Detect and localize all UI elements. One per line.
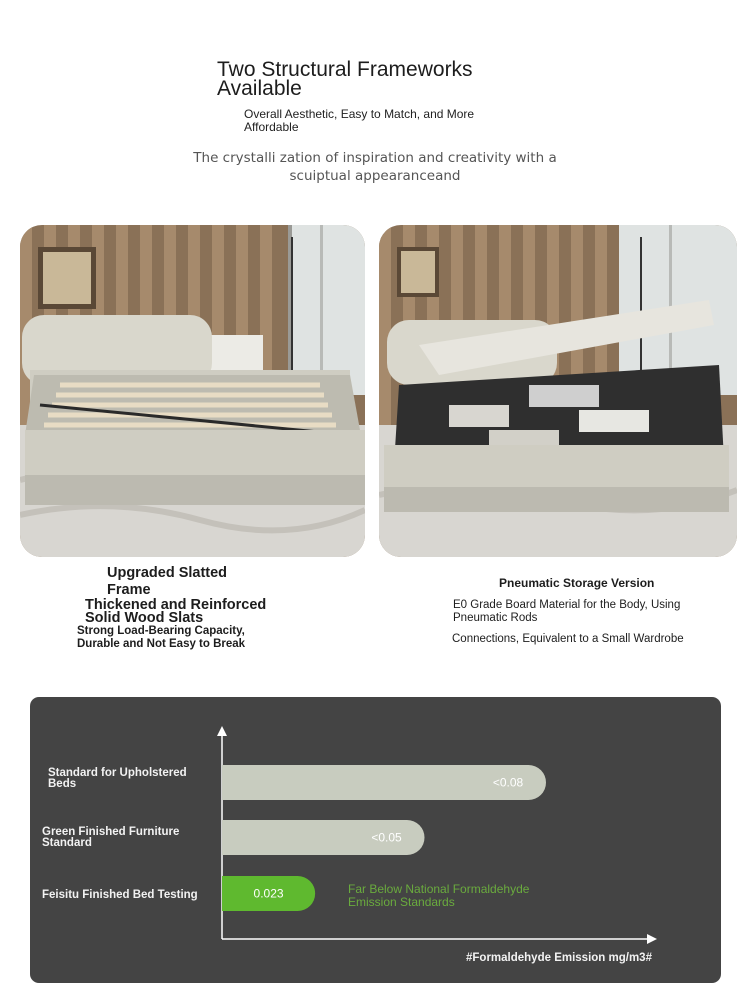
tagline: The crystalli zation of inspiration and creativity with a scuiptual appearanceand — [193, 150, 557, 184]
formaldehyde-chart — [30, 697, 721, 983]
bar-2-base — [222, 820, 240, 855]
product-2-feature: E0 Grade Board Material for the Body, Using Pneumatic Rods — [453, 599, 681, 624]
product-2-detail: Connections, Equivalent to a Small Wardrobe — [452, 633, 684, 645]
bar-value-label-3: 0.023 — [253, 886, 284, 901]
category-label-3: Feisitu Finished Bed Testing — [42, 889, 198, 901]
product-1-detail: Strong Load-Bearing Capacity, Durable and Not Easy to Break — [77, 625, 246, 650]
category-label-2: Green Finished Furniture Standard — [42, 826, 180, 849]
page-subtitle: Overall Aesthetic, Easy to Match, and More Affordable — [244, 107, 475, 134]
product-1-feature: Thickened and Reinforced Solid Wood Slats — [85, 597, 267, 626]
x-axis-arrow — [647, 934, 657, 944]
bar-3-base — [222, 876, 240, 911]
chart-annotation: Far Below National Formaldehyde Emission Standards — [348, 882, 530, 909]
slatted-bed-photo — [20, 225, 365, 557]
bar-1-base — [222, 765, 240, 800]
bar-value-label-2: <0.05 — [371, 830, 402, 845]
x-axis-label: #Formaldehyde Emission mg/m3# — [466, 952, 652, 964]
storage-bed-photo — [379, 225, 737, 557]
product-2-name: Pneumatic Storage Version — [499, 576, 655, 590]
category-label-1: Standard for Upholstered Beds — [48, 767, 187, 790]
bar-value-label-1: <0.08 — [492, 775, 524, 790]
product-1-name: Upgraded Slatted Frame — [107, 565, 228, 598]
page-title: Two Structural Frameworks Available — [217, 58, 473, 100]
y-axis-arrow — [217, 726, 227, 736]
